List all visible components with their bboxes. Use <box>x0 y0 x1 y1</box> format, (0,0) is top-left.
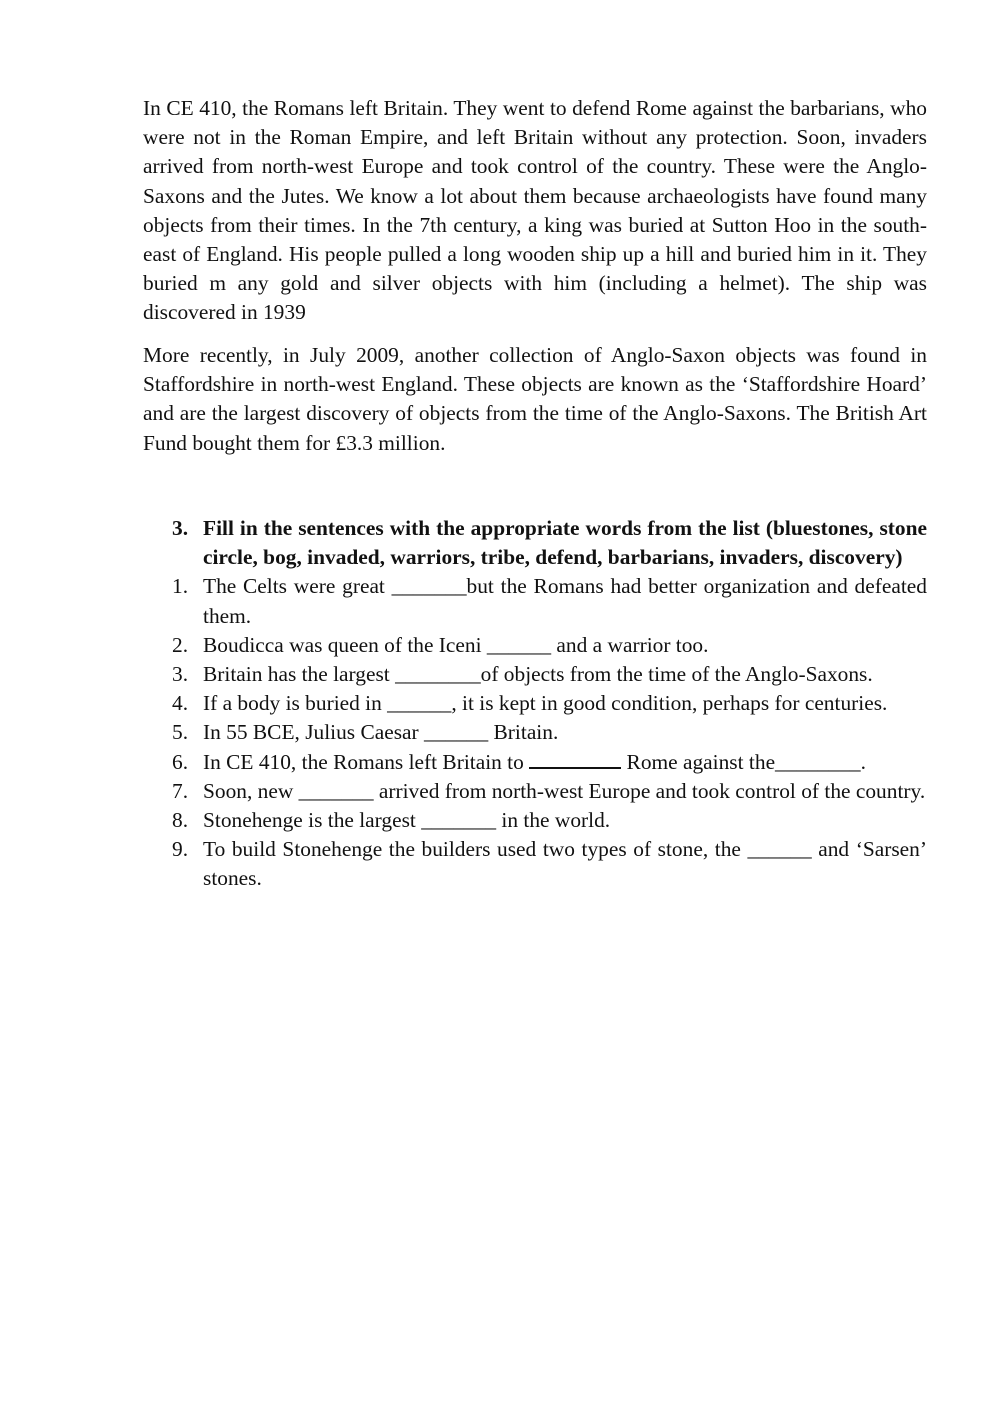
reading-paragraph-1: In CE 410, the Romans left Britain. They went to defend Rome against the barbarians, who were not in the Roman Empire, and left Britain without any protection. Soon, invaders arrived from north-west Europe and took control of the country. These were the Anglo-Saxons and the Jutes. We know a lot about them because archaeologists have found many objects from their times. In the 7th century, a king was buried at Sutton Hoo in the south-east of England. His people pulled a long wooden ship up a hill and buried him in it. They buried m any gold and silver objects with him (including a helmet). The ship was discovered in 1939 <box>143 96 927 325</box>
sentence-text-after: Rome against the________. <box>626 749 866 774</box>
exercise-number: 3. <box>172 516 189 540</box>
sentence-item <box>143 806 927 835</box>
exercise-instruction <box>143 514 927 572</box>
sentence-number: 9. <box>172 837 189 862</box>
answer-blank <box>529 749 621 769</box>
sentence-number: 8. <box>172 808 189 833</box>
sentence-item <box>143 572 927 630</box>
exercise-instruction-text: Fill in the sentences with the appropriate words from the list (bluestones, stone circle, bog, invaded, warriors, tribe, defend, barbarians, invaders, discovery) <box>203 516 927 570</box>
sentence-text: Stonehenge is the largest _______ in the world. <box>203 808 611 833</box>
sentence-number: 2. <box>172 632 189 657</box>
sentence-text: The Celts were great _______but the Romans had better organization and defeated them. <box>203 574 927 628</box>
sentence-text-before: In CE 410, the Romans left Britain to <box>203 749 524 774</box>
sentence-number: 5. <box>172 720 189 745</box>
sentence-item <box>143 689 927 718</box>
sentence-text: In 55 BCE, Julius Caesar ______ Britain. <box>203 720 559 745</box>
sentence-text: Britain has the largest ________of objects from the time of the Anglo-Saxons. <box>203 662 873 687</box>
sentence-number: 7. <box>172 778 189 803</box>
sentence-text: To build Stonehenge the builders used two types of stone, the ______ and ‘Sarsen’ stones. <box>203 837 927 891</box>
sentence-number: 6. <box>172 749 189 774</box>
sentence-list <box>143 572 927 893</box>
sentence-item <box>143 718 927 747</box>
sentence-item <box>143 777 927 806</box>
reading-paragraph-2: More recently, in July 2009, another collection of Anglo-Saxon objects was found in Staffordshire in north-west England. These objects are known as the ‘Staffordshire Hoard’ and are the largest discovery of objects from the time of the Anglo-Saxons. The British Art Fund bought them for £3.3 million. <box>143 343 927 455</box>
sentence-text: If a body is buried in ______, it is kept in good condition, perhaps for centuries. <box>203 691 888 716</box>
sentence-number: 1. <box>172 574 189 599</box>
sentence-item <box>143 631 927 660</box>
sentence-item <box>143 835 927 893</box>
sentence-number: 4. <box>172 691 189 716</box>
sentence-text: Soon, new _______ arrived from north-west Europe and took control of the country. <box>203 778 926 803</box>
sentence-item <box>143 660 927 689</box>
sentence-text: Boudicca was queen of the Iceni ______ and a warrior too. <box>203 632 709 657</box>
sentence-item <box>143 748 927 777</box>
exercise-3 <box>143 514 927 894</box>
sentence-number: 3. <box>172 662 189 687</box>
